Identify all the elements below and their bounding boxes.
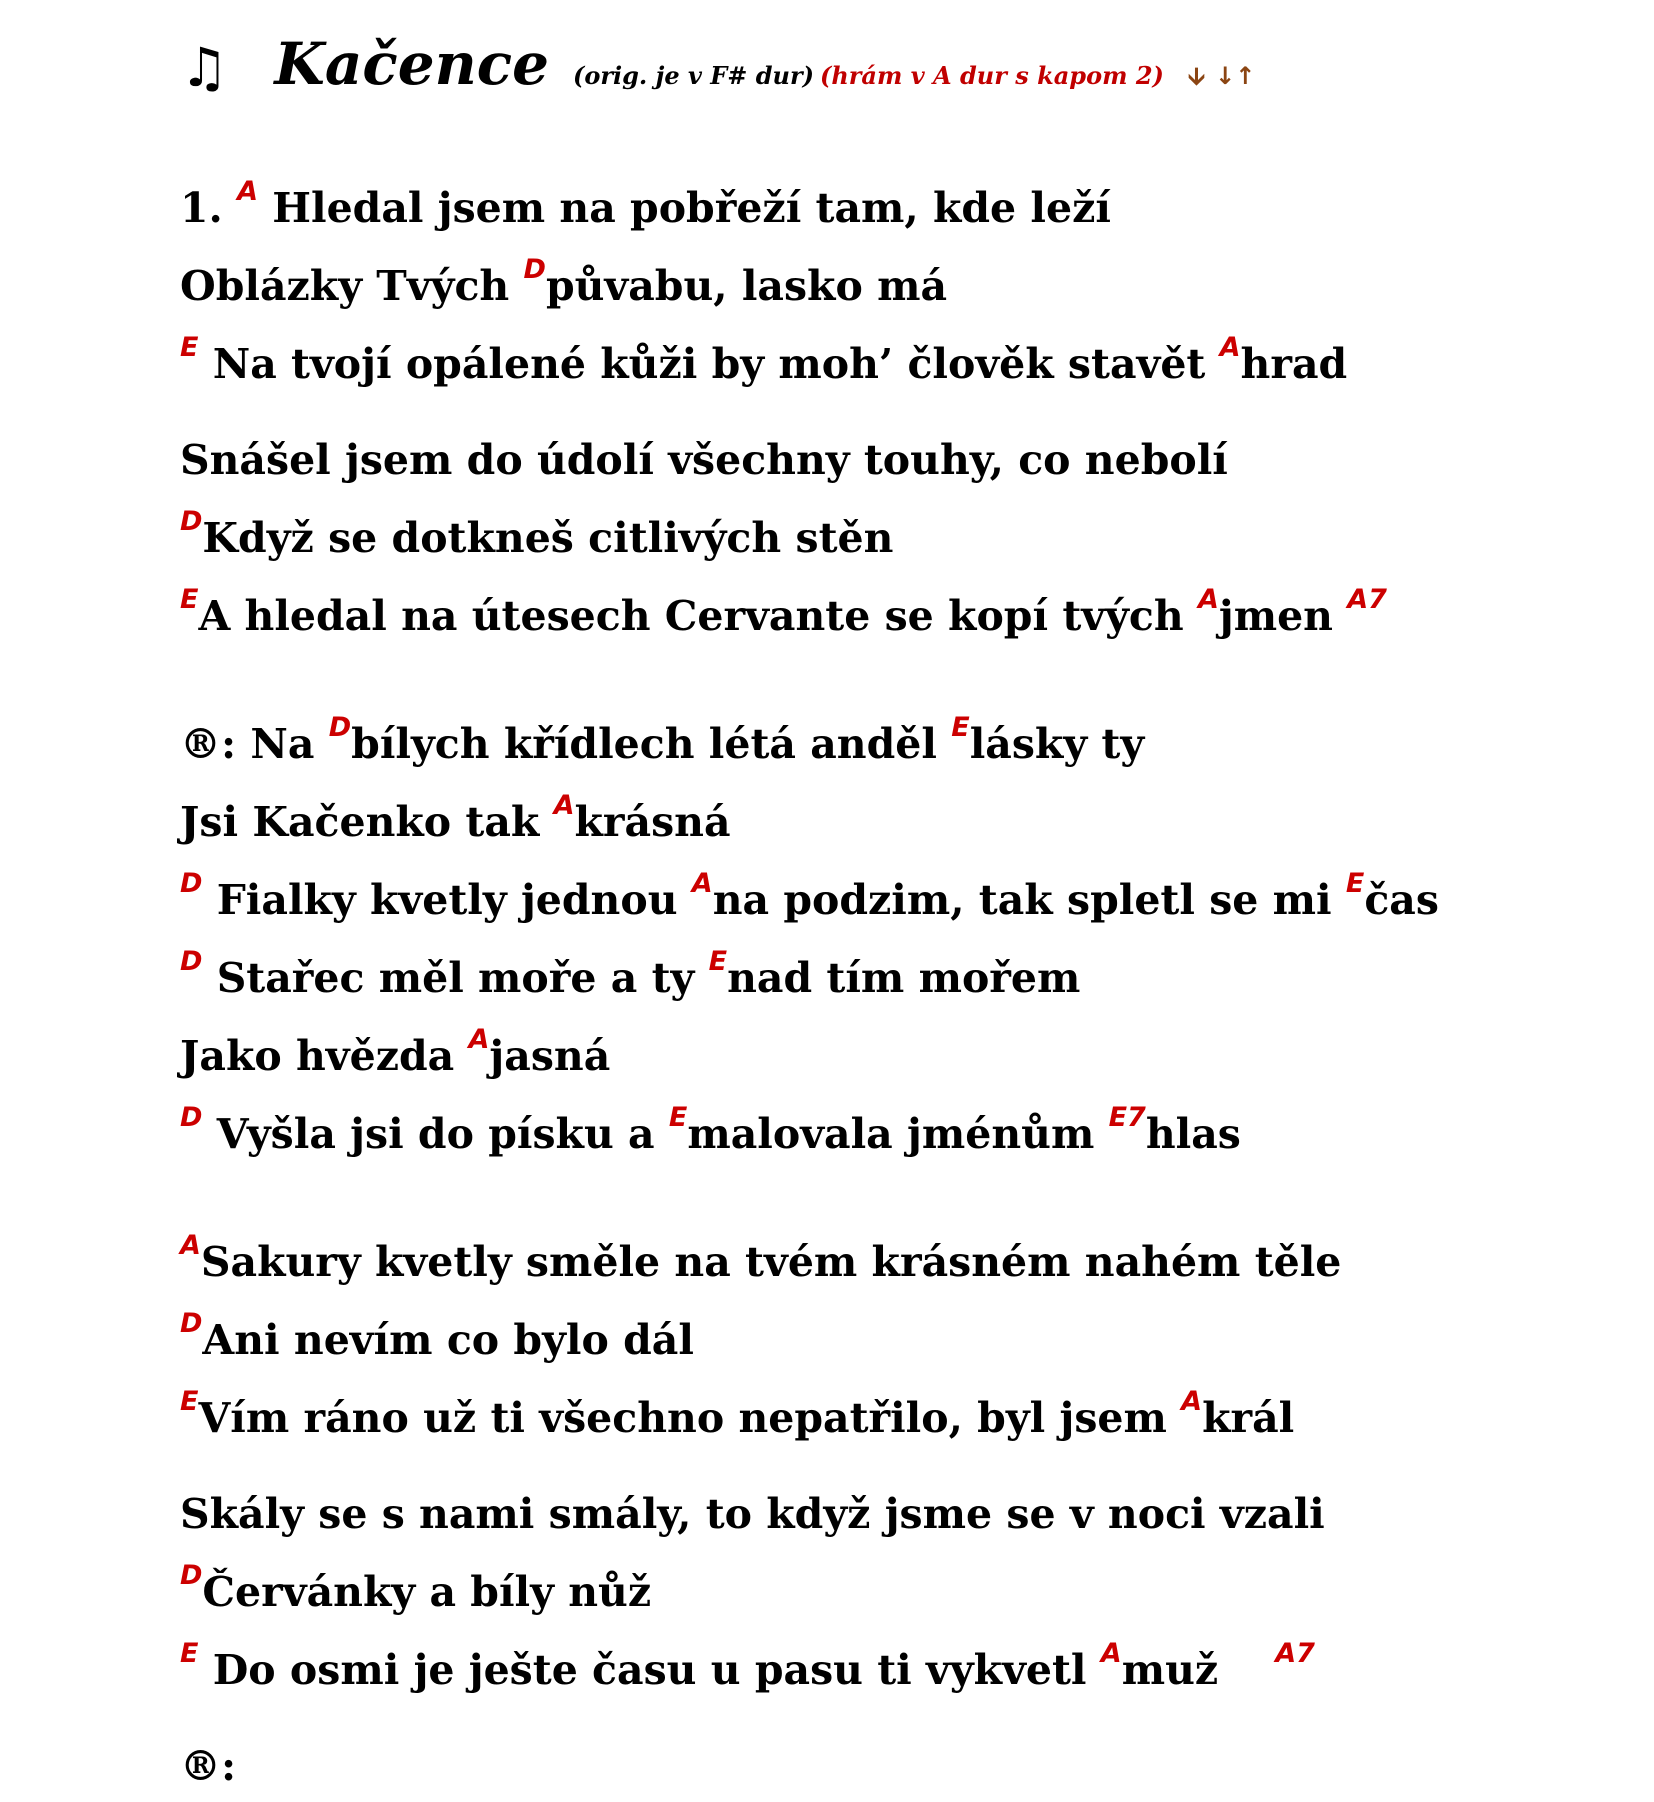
chord-label: A — [553, 790, 575, 821]
lyric-line — [180, 936, 1620, 1014]
lyric-text: krásná — [574, 798, 731, 846]
lyric-text: hrad — [1240, 340, 1348, 388]
chord-label: D — [328, 712, 352, 743]
song-page — [180, 30, 1620, 1802]
lyric-line — [180, 166, 1620, 244]
chord-label: A7 — [1347, 584, 1387, 615]
song-title: Kačence — [274, 30, 550, 98]
chord-label: A — [1197, 584, 1219, 615]
chord-label: D — [180, 1102, 203, 1133]
lyric-text: Jsi Kačenko tak — [180, 798, 554, 846]
stanza-gap — [180, 1170, 1620, 1220]
song-body — [180, 166, 1620, 1802]
chord-label: A7 — [1275, 1638, 1315, 1669]
chord-label: E — [180, 584, 199, 615]
lyric-text: Ani nevím co bylo dál — [202, 1316, 694, 1364]
stanza-gap — [180, 652, 1620, 702]
lyric-line — [180, 1550, 1620, 1628]
playing-key: (hrám v A dur s kapom 2) — [819, 61, 1164, 90]
chord-label: A — [1100, 1638, 1122, 1669]
lyric-text: muž — [1121, 1646, 1276, 1694]
chord-label: E — [180, 332, 199, 363]
lyric-line — [180, 574, 1620, 652]
chord-label: A — [468, 1024, 490, 1055]
lyric-text: jmen — [1218, 592, 1348, 640]
chord-label: D — [523, 254, 546, 285]
lyric-line — [180, 1298, 1620, 1376]
lyric-text: Červánky a bíly nůž — [202, 1568, 652, 1616]
lyric-text: Oblázky Tvých — [180, 262, 524, 310]
lyric-text: hlas — [1145, 1110, 1241, 1158]
lyric-text: ®: — [180, 1742, 237, 1790]
lyric-text: Vím ráno už ti všechno nepatřilo, byl jsem — [198, 1394, 1182, 1442]
stanza-gap — [180, 1454, 1620, 1472]
chord-label: E — [180, 1638, 199, 1669]
original-key: (orig. je v F# dur) — [573, 61, 814, 90]
transpose-down-icon[interactable]: 🡫 — [1187, 62, 1206, 90]
lyric-text: Do osmi je ješte času u pasu ti vykvetl — [198, 1646, 1101, 1694]
title-row — [180, 30, 1620, 110]
lyric-line — [180, 496, 1620, 574]
chord-label: E — [951, 712, 970, 743]
stanza-gap — [180, 1706, 1620, 1724]
lyric-line — [180, 1724, 1620, 1802]
lyric-line — [180, 858, 1620, 936]
chord-label: D — [180, 1308, 203, 1339]
lyric-line — [180, 418, 1620, 496]
lyric-text: Sakury kvetly směle na tvém krásném nahém těle — [200, 1238, 1342, 1286]
lyric-line — [180, 1014, 1620, 1092]
lyric-line — [180, 780, 1620, 858]
chord-label: D — [180, 946, 203, 977]
lyric-text: Stařec měl moře a ty — [202, 954, 709, 1002]
lyric-text: Snášel jsem do údolí všechny touhy, co nebolí — [180, 436, 1228, 484]
lyric-text: Když se dotkneš citlivých stěn — [202, 514, 894, 562]
chord-label: A — [691, 868, 713, 899]
lyric-text: Vyšla jsi do písku a — [202, 1110, 669, 1158]
lyric-text: na podzim, tak spletl se mi — [712, 876, 1346, 924]
lyric-text: lásky ty — [969, 720, 1145, 768]
chord-label: E7 — [1108, 1102, 1146, 1133]
lyric-line — [180, 1092, 1620, 1170]
lyric-line — [180, 244, 1620, 322]
lyric-line — [180, 1628, 1620, 1706]
lyric-text: A hledal na útesech Cervante se kopí tvých — [198, 592, 1198, 640]
lyric-text: Fialky kvetly jednou — [202, 876, 692, 924]
lyric-line — [180, 1220, 1620, 1298]
transpose-toggle-icon[interactable]: ↓↑ — [1215, 62, 1256, 90]
chord-label: E — [1345, 868, 1365, 899]
chord-label: E — [668, 1102, 688, 1133]
chord-label: A — [180, 1230, 201, 1261]
lyric-text: ®: Na — [180, 720, 329, 768]
chord-label: D — [180, 1560, 203, 1591]
stanza-gap — [180, 400, 1620, 418]
lyric-text: 1. — [180, 184, 238, 232]
lyric-line — [180, 1472, 1620, 1550]
lyric-text: Jako hvězda — [180, 1032, 469, 1080]
lyric-text: Hledal jsem na pobřeží tam, kde leží — [257, 184, 1111, 232]
chord-label: A — [237, 176, 258, 207]
lyric-text: jasná — [489, 1032, 611, 1080]
lyric-line — [180, 1376, 1620, 1454]
lyric-text: Skály se s nami smály, to když jsme se v noci vzali — [180, 1490, 1325, 1538]
lyric-text: čas — [1364, 876, 1439, 924]
lyric-line — [180, 702, 1620, 780]
lyric-line — [180, 322, 1620, 400]
chord-label: D — [180, 868, 203, 899]
lyric-text: malovala jménům — [687, 1110, 1109, 1158]
chord-label: A — [1181, 1386, 1203, 1417]
lyric-text: král — [1202, 1394, 1295, 1442]
music-note-icon: ♫ — [180, 36, 229, 99]
chord-label: E — [708, 946, 728, 977]
lyric-text: půvabu, lasko má — [545, 262, 948, 310]
lyric-text: bílych křídlech létá anděl — [351, 720, 952, 768]
chord-label: A — [1219, 332, 1241, 363]
chord-label: E — [180, 1386, 199, 1417]
lyric-text: nad tím mořem — [727, 954, 1081, 1002]
chord-label: D — [180, 506, 203, 537]
lyric-text: Na tvojí opálené kůži by moh’ člověk stavět — [198, 340, 1220, 388]
